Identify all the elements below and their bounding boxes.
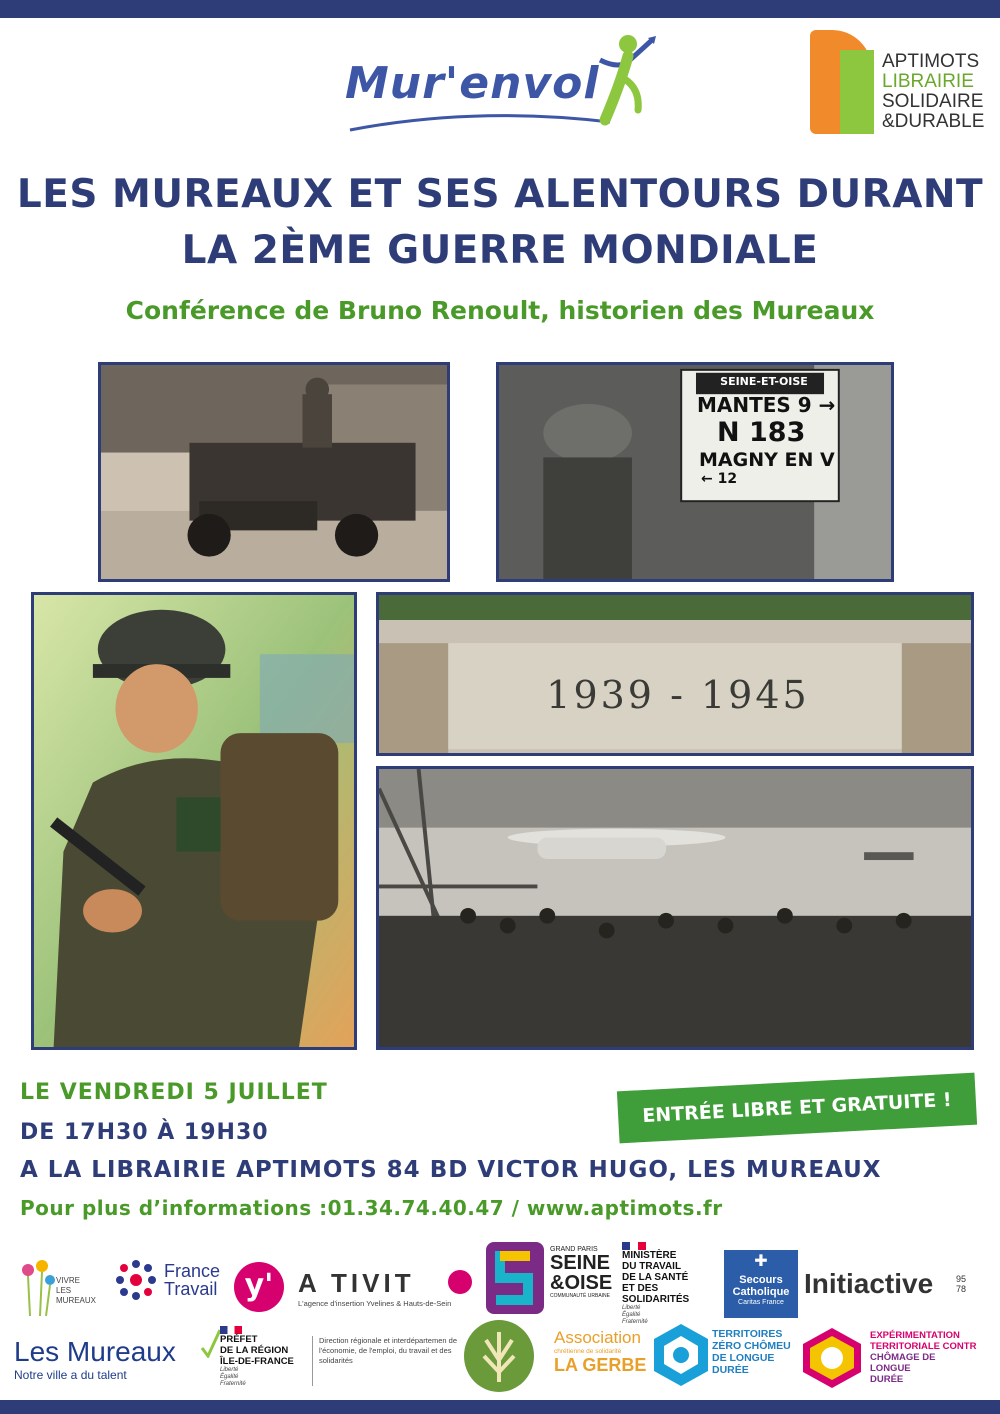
gpso-line-3: &OISE	[550, 1272, 613, 1294]
sign-line-3: MAGNY EN V	[699, 449, 835, 471]
aptimots-logo	[810, 30, 985, 138]
aptimots-line-3: SOLIDAIRE	[882, 91, 984, 112]
secours-line-3: Caritas France	[738, 1299, 784, 1306]
event-date: LE VENDREDI 5 JUILLET	[20, 1080, 328, 1105]
aptimots-line-4: &DURABLE	[882, 111, 985, 132]
event-contact: Pour plus d’informations :01.34.74.40.47 / www.aptimots.fr	[20, 1196, 723, 1220]
photo-memorial	[376, 592, 974, 756]
etcld-logo	[800, 1326, 988, 1392]
france-travail-line-1: France	[164, 1261, 221, 1281]
free-entry-badge: ENTRÉE LIBRE ET GRATUITE !	[617, 1073, 977, 1144]
gerbe-line-2: chrétienne de solidarité	[554, 1348, 622, 1355]
photo-road-sign	[496, 362, 894, 582]
gpso-logo	[482, 1240, 612, 1316]
etcld-line-4: LONGUE	[870, 1363, 911, 1374]
tzcld-line-2: ZÉRO CHÔMEU	[712, 1340, 791, 1352]
ministere-line-1: MINISTÈRE	[622, 1250, 677, 1261]
gpso-line-2: SEINE	[550, 1252, 611, 1274]
sign-line-4: ← 12	[701, 471, 738, 487]
dreets-text: Direction régionale et interdépartemen de l'économie, de l'emploi, du travail et des solidarités	[312, 1336, 465, 1386]
ministere-travail-logo: MINISTÈRE DU TRAVAIL DE LA SANTÉ ET DES SOLIDARITÉS Liberté Égalité Fraternité	[622, 1242, 726, 1316]
initiactive-num-1: 95	[956, 1274, 967, 1284]
vivre-les-mureaux-logo	[18, 1258, 113, 1320]
gerbe-wheat-icon	[464, 1320, 534, 1392]
bottom-bar	[0, 1400, 1000, 1414]
french-flag-icon	[622, 1242, 646, 1250]
tzcld-hexagon-icon	[652, 1322, 710, 1388]
ministere-line-2: DU TRAVAIL	[622, 1261, 682, 1272]
page-title-line-2: LA 2ÈME GUERRE MONDIALE	[181, 228, 819, 273]
page-title-line-1: LES MUREAUX ET SES ALENTOURS DURANT	[16, 172, 984, 217]
secours-line-1: Secours	[739, 1274, 783, 1286]
ministere-line-4: ET DES SOLIDARITÉS	[622, 1283, 690, 1305]
etcld-line-1: EXPÉRIMENTATION	[870, 1330, 960, 1341]
aptimots-line-2: LIBRAIRIE	[882, 71, 974, 92]
y-logo-icon: y'	[234, 1262, 284, 1312]
top-bar	[0, 0, 1000, 18]
secours-line-2: Catholique	[732, 1286, 790, 1298]
check-swoosh-icon	[200, 1328, 222, 1358]
gerbe-line-3: LA GERBE	[554, 1355, 647, 1375]
etcld-line-3: CHÔMAGE DE	[870, 1352, 936, 1363]
activity-logo	[298, 1268, 478, 1316]
gpso-line-1: GRAND PARIS	[550, 1246, 598, 1253]
jumping-person-icon	[590, 30, 665, 130]
activity-subtitle: L'agence d'insertion Yvelines & Hauts-de-Sein	[298, 1299, 452, 1308]
aptimots-line-1: APTIMOTS	[882, 51, 980, 72]
event-time: DE 17H30 À 19H30	[20, 1120, 269, 1145]
sign-line-2: N 183	[717, 417, 806, 448]
tzcld-logo	[652, 1322, 800, 1392]
murenvol-text: Mur'envol	[345, 58, 600, 109]
flowers-icon	[18, 1258, 58, 1318]
prefet-line-2: DE LA RÉGION	[220, 1345, 289, 1356]
les-mureaux-logo	[14, 1336, 219, 1396]
prefet-line-1: PRÉFET	[220, 1334, 258, 1345]
photo-seaplane-crowd	[376, 766, 974, 1050]
gerbe-line-1: Association	[554, 1328, 641, 1347]
secours-cross-icon: ✚	[754, 1253, 768, 1270]
tzcld-line-1: TERRITOIRES	[712, 1328, 783, 1340]
prefet-idf-logo: PRÉFET DE LA RÉGION ÎLE-DE-FRANCE Liberté Égalité Fraternité	[220, 1326, 312, 1392]
les-mureaux-text: Les Mureaux	[14, 1336, 176, 1367]
secours-catholique-logo	[724, 1250, 798, 1318]
initiactive-text: Initiactive	[804, 1268, 934, 1299]
activity-y-icon	[448, 1270, 472, 1294]
les-mureaux-tagline: Notre ville a du talent	[14, 1368, 127, 1382]
french-flag-icon-2	[220, 1326, 242, 1334]
etcld-hexagon-icon	[800, 1326, 864, 1390]
swoosh-icon	[345, 108, 615, 138]
france-travail-line-2: Travail	[164, 1279, 218, 1299]
sign-line-1: MANTES 9 →	[697, 393, 836, 417]
prefet-line-3: ÎLE-DE-FRANCE	[220, 1356, 294, 1367]
la-gerbe-logo	[554, 1328, 654, 1388]
initiactive-logo	[804, 1268, 984, 1316]
gpso-s-icon	[482, 1240, 546, 1316]
photo-jeep	[98, 362, 450, 582]
ministere-line-3: DE LA SANTÉ	[622, 1272, 689, 1283]
initiactive-num-2: 78	[956, 1284, 967, 1294]
memorial-inscription: 1939 - 1945	[546, 673, 810, 717]
sign-header: SEINE-ET-OISE	[720, 375, 808, 388]
photo-soldier-illustration	[31, 592, 357, 1050]
event-place: A LA LIBRAIRIE APTIMOTS 84 BD VICTOR HUGO, LES MUREAUX	[20, 1157, 882, 1183]
france-travail-logo	[112, 1256, 232, 1312]
tzcld-line-4: DURÉE	[712, 1364, 749, 1376]
murenvol-logo	[345, 50, 665, 145]
france-travail-dots-icon	[112, 1256, 160, 1304]
gpso-line-4: COMMUNAUTÉ URBAINE	[550, 1293, 611, 1299]
activity-text: A TIVIT	[298, 1268, 415, 1298]
tzcld-line-3: DE LONGUE	[712, 1352, 775, 1364]
etcld-line-2: TERRITORIALE CONTR	[870, 1341, 977, 1352]
subtitle: Conférence de Bruno Renoult, historien des Mureaux	[125, 296, 875, 325]
etcld-line-5: DURÉE	[870, 1374, 904, 1385]
vivre-text: VIVRE LES MUREAUX	[56, 1276, 97, 1305]
